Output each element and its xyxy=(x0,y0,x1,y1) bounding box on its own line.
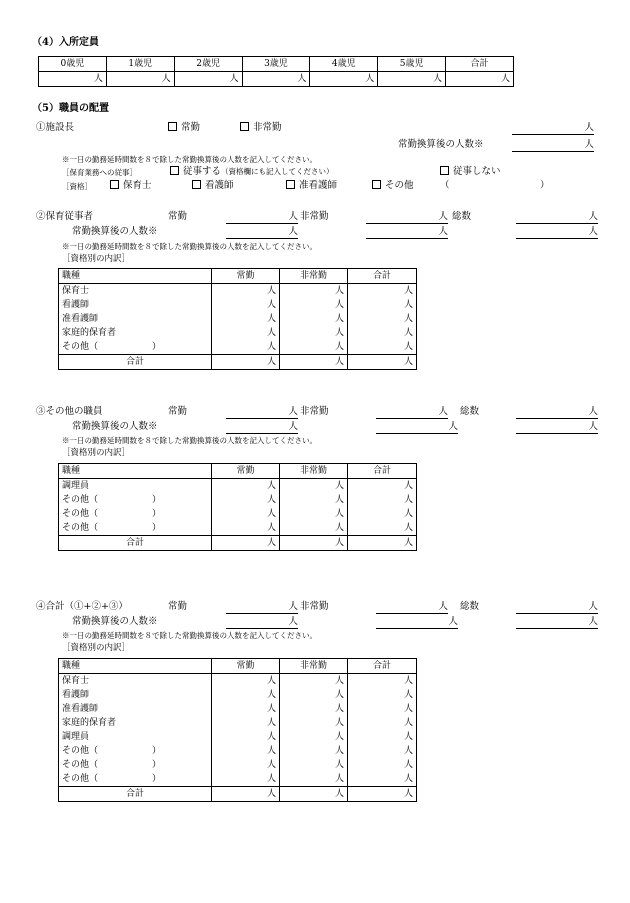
capacity-cell[interactable]: 人 xyxy=(378,72,446,87)
cell[interactable]: 人 xyxy=(280,298,348,312)
staff2-total-label: 総数 xyxy=(452,211,472,222)
row-label: 家庭的保育者 xyxy=(59,326,212,340)
staff4-parttime-field[interactable]: 人 xyxy=(376,601,448,614)
col-total: 合計 xyxy=(348,659,417,674)
cell[interactable]: 人 xyxy=(280,787,348,802)
row-label: 調理員 xyxy=(59,479,212,494)
cell[interactable]: 人 xyxy=(348,674,417,689)
cell[interactable]: 人 xyxy=(280,355,348,370)
staff3-fte-label: 常勤換算後の人数※ xyxy=(72,421,158,432)
checkbox-label: 非常勤 xyxy=(253,122,282,133)
staff2-fte-label: 常勤換算後の人数※ xyxy=(72,226,158,237)
staff2-fulltime-label: 常勤 xyxy=(168,211,188,222)
col-total: 合計 xyxy=(348,464,417,479)
staff2-parttime-label: 非常勤 xyxy=(300,211,329,222)
row-label: 准看護師 xyxy=(59,702,212,716)
row-label: 看護師 xyxy=(59,298,212,312)
cell[interactable]: 人 xyxy=(348,326,417,340)
fte-note: ※一日の勤務延時間数を８で除した常勤換算後の人数を記入してください。 xyxy=(62,242,317,251)
cell[interactable]: 人 xyxy=(280,758,348,772)
qual-other-checkbox[interactable] xyxy=(372,180,414,191)
staff4-fte-parttime-field[interactable]: 人 xyxy=(376,616,458,629)
breakdown-label: ［資格別の内訳］ xyxy=(62,254,131,264)
row-label: その他（ ） xyxy=(59,493,212,507)
row-total-label: 合計 xyxy=(59,536,212,551)
row-label: その他（ ） xyxy=(59,772,212,787)
checkbox-icon xyxy=(170,166,179,175)
checkbox-label: 常勤 xyxy=(181,122,201,133)
cell[interactable]: 人 xyxy=(280,772,348,787)
checkbox-icon xyxy=(372,180,381,189)
cell[interactable]: 人 xyxy=(212,702,280,716)
capacity-table xyxy=(38,56,514,87)
cell[interactable]: 人 xyxy=(280,284,348,299)
cell[interactable]: 人 xyxy=(212,674,280,689)
director-fte-label: 常勤換算後の人数※ xyxy=(398,139,484,150)
cell[interactable]: 人 xyxy=(348,284,417,299)
qual-nurse-checkbox[interactable] xyxy=(192,180,234,191)
row-total-label: 合計 xyxy=(59,355,212,370)
capacity-cell[interactable]: 人 xyxy=(106,72,174,87)
cell[interactable]: 人 xyxy=(280,744,348,758)
cell[interactable]: 人 xyxy=(280,507,348,521)
staff3-fulltime-label: 常勤 xyxy=(168,406,188,417)
col-total: 合計 xyxy=(348,269,417,284)
row-total-label: 合計 xyxy=(59,787,212,802)
cell[interactable]: 人 xyxy=(348,702,417,716)
age-header: 5歳児 xyxy=(378,57,446,72)
cell[interactable]: 人 xyxy=(212,479,280,494)
staff4-label: ④合計（①+②+③） xyxy=(36,601,128,612)
qual-nursery-checkbox[interactable] xyxy=(110,180,152,191)
staff3-fulltime-field[interactable]: 人 xyxy=(226,406,298,419)
staff4-fte-fulltime-field[interactable]: 人 xyxy=(226,616,298,629)
staff4-fte-label: 常勤換算後の人数※ xyxy=(72,616,158,627)
childcare-label: ［保育業務への従事］ xyxy=(62,168,137,177)
age-header: 1歳児 xyxy=(106,57,174,72)
cell[interactable]: 人 xyxy=(348,716,417,730)
cell[interactable]: 人 xyxy=(212,744,280,758)
staff3-table xyxy=(58,463,417,551)
staff2-fulltime-field[interactable]: 人 xyxy=(226,211,298,224)
qual-assoc-nurse-checkbox[interactable] xyxy=(286,180,337,191)
capacity-cell[interactable]: 人 xyxy=(310,72,378,87)
staff3-label: ③その他の職員 xyxy=(36,406,103,417)
paren-close: ） xyxy=(540,180,550,191)
col-type: 職種 xyxy=(59,464,212,479)
cell[interactable]: 人 xyxy=(212,340,280,355)
capacity-cell[interactable]: 人 xyxy=(39,72,107,87)
cell[interactable]: 人 xyxy=(212,493,280,507)
checkbox-label: 保育士 xyxy=(123,180,152,191)
cell[interactable]: 人 xyxy=(212,716,280,730)
cell[interactable]: 人 xyxy=(280,493,348,507)
cell[interactable]: 人 xyxy=(348,772,417,787)
cell[interactable]: 人 xyxy=(280,674,348,689)
section5-title: （5）職員の配置 xyxy=(32,103,109,114)
cell[interactable]: 人 xyxy=(280,730,348,744)
cell[interactable]: 人 xyxy=(280,479,348,494)
director-fte-field[interactable]: 人 xyxy=(512,139,594,152)
not-engage-checkbox[interactable] xyxy=(440,166,501,177)
staff4-table xyxy=(58,658,417,802)
cell[interactable]: 人 xyxy=(280,688,348,702)
cell[interactable]: 人 xyxy=(212,536,280,551)
staff4-total-label: 総数 xyxy=(460,601,480,612)
cell[interactable]: 人 xyxy=(348,730,417,744)
row-label: その他（ ） xyxy=(59,340,212,355)
cell[interactable]: 人 xyxy=(212,355,280,370)
age-header: 0歳児 xyxy=(39,57,107,72)
cell[interactable]: 人 xyxy=(348,521,417,536)
cell[interactable]: 人 xyxy=(280,536,348,551)
staff3-parttime-field[interactable]: 人 xyxy=(376,406,448,419)
col-type: 職種 xyxy=(59,269,212,284)
staff4-fte-total-field[interactable]: 人 xyxy=(516,616,598,629)
checkbox-icon xyxy=(168,122,177,131)
total-header: 合計 xyxy=(446,57,514,72)
cell[interactable]: 人 xyxy=(280,716,348,730)
col-part: 非常勤 xyxy=(280,464,348,479)
checkbox-icon xyxy=(192,180,201,189)
staff2-fte-total-field[interactable]: 人 xyxy=(516,226,598,239)
staff4-fulltime-field[interactable]: 人 xyxy=(226,601,298,614)
cell[interactable]: 人 xyxy=(212,326,280,340)
cell[interactable]: 人 xyxy=(280,312,348,326)
fte-note: ※一日の勤務延時間数を８で除した常勤換算後の人数を記入してください。 xyxy=(62,436,317,445)
staff3-fte-parttime-field[interactable]: 人 xyxy=(376,421,458,434)
director-parttime-checkbox[interactable] xyxy=(240,122,282,133)
cell[interactable]: 人 xyxy=(212,758,280,772)
age-header: 3歳児 xyxy=(242,57,310,72)
row-label: 調理員 xyxy=(59,730,212,744)
col-full: 常勤 xyxy=(212,464,280,479)
staff3-total-label: 総数 xyxy=(460,406,480,417)
staff3-fte-total-field[interactable]: 人 xyxy=(516,421,598,434)
cell[interactable]: 人 xyxy=(212,284,280,299)
staff2-fte-fulltime-field[interactable]: 人 xyxy=(226,226,298,239)
checkbox-label: 准看護師 xyxy=(299,180,338,191)
staff4-parttime-label: 非常勤 xyxy=(300,601,329,612)
director-fulltime-checkbox[interactable] xyxy=(168,122,200,133)
cell[interactable]: 人 xyxy=(348,298,417,312)
cell[interactable]: 人 xyxy=(280,702,348,716)
col-full: 常勤 xyxy=(212,659,280,674)
breakdown-label: ［資格別の内訳］ xyxy=(62,448,131,458)
checkbox-icon xyxy=(286,180,295,189)
staff2-label: ②保育従事者 xyxy=(36,211,94,222)
cell[interactable]: 人 xyxy=(280,326,348,340)
cell[interactable]: 人 xyxy=(212,730,280,744)
col-part: 非常勤 xyxy=(280,659,348,674)
age-header: 2歳児 xyxy=(174,57,242,72)
staff2-parttime-field[interactable]: 人 xyxy=(366,211,448,224)
cell[interactable]: 人 xyxy=(348,758,417,772)
staff2-fte-parttime-field[interactable]: 人 xyxy=(366,226,448,239)
cell[interactable]: 人 xyxy=(212,787,280,802)
row-label: 保育士 xyxy=(59,674,212,689)
cell[interactable]: 人 xyxy=(212,298,280,312)
capacity-total-cell[interactable]: 人 xyxy=(446,72,514,87)
cell[interactable]: 人 xyxy=(348,493,417,507)
col-type: 職種 xyxy=(59,659,212,674)
cell[interactable]: 人 xyxy=(348,688,417,702)
row-label: 看護師 xyxy=(59,688,212,702)
cell[interactable]: 人 xyxy=(348,479,417,494)
checkbox-icon xyxy=(440,166,449,175)
fte-note: ※一日の勤務延時間数を８で除した常勤換算後の人数を記入してください。 xyxy=(62,631,317,640)
cell[interactable]: 人 xyxy=(348,312,417,326)
capacity-cell[interactable]: 人 xyxy=(242,72,310,87)
row-label: その他（ ） xyxy=(59,758,212,772)
staff3-parttime-label: 非常勤 xyxy=(300,406,329,417)
cell[interactable]: 人 xyxy=(212,688,280,702)
checkbox-label: 看護師 xyxy=(205,180,234,191)
cell[interactable]: 人 xyxy=(348,744,417,758)
director-count-field[interactable]: 人 xyxy=(512,122,594,135)
cell[interactable]: 人 xyxy=(280,340,348,355)
staff3-total-field[interactable]: 人 xyxy=(516,406,598,419)
checkbox-label: その他 xyxy=(385,180,414,191)
section4-title: （4）入所定員 xyxy=(32,37,99,48)
row-label: 家庭的保育者 xyxy=(59,716,212,730)
checkbox-label: 従事する xyxy=(183,166,222,177)
cell[interactable]: 人 xyxy=(348,507,417,521)
checkbox-icon xyxy=(240,122,249,131)
cell[interactable]: 人 xyxy=(280,521,348,536)
cell[interactable]: 人 xyxy=(348,787,417,802)
cell[interactable]: 人 xyxy=(212,521,280,536)
row-label: その他（ ） xyxy=(59,744,212,758)
checkbox-label: 従事しない xyxy=(453,166,501,177)
row-label: その他（ ） xyxy=(59,521,212,536)
cell[interactable]: 人 xyxy=(348,340,417,355)
staff4-fulltime-label: 常勤 xyxy=(168,601,188,612)
cell[interactable]: 人 xyxy=(212,312,280,326)
staff2-table xyxy=(58,268,417,370)
paren-open: （ xyxy=(440,180,450,191)
engage-checkbox[interactable] xyxy=(170,166,334,177)
director-label: ①施設長 xyxy=(36,122,75,133)
cell[interactable]: 人 xyxy=(212,772,280,787)
engage-note: （資格欄にも記入してください） xyxy=(221,167,334,176)
breakdown-label: ［資格別の内訳］ xyxy=(62,643,131,653)
cell[interactable]: 人 xyxy=(212,507,280,521)
age-header: 4歳児 xyxy=(310,57,378,72)
capacity-cell[interactable]: 人 xyxy=(174,72,242,87)
staff3-fte-fulltime-field[interactable]: 人 xyxy=(226,421,298,434)
checkbox-icon xyxy=(110,180,119,189)
staff4-total-field[interactable]: 人 xyxy=(516,601,598,614)
row-label: 准看護師 xyxy=(59,312,212,326)
cell[interactable]: 人 xyxy=(348,536,417,551)
col-full: 常勤 xyxy=(212,269,280,284)
col-part: 非常勤 xyxy=(280,269,348,284)
row-label: 保育士 xyxy=(59,284,212,299)
cell[interactable]: 人 xyxy=(348,355,417,370)
fte-note: ※一日の勤務延時間数を８で除した常勤換算後の人数を記入してください。 xyxy=(62,155,317,164)
row-label: その他（ ） xyxy=(59,507,212,521)
qual-label: ［資格］ xyxy=(62,182,92,191)
staff2-total-field[interactable]: 人 xyxy=(516,211,598,224)
